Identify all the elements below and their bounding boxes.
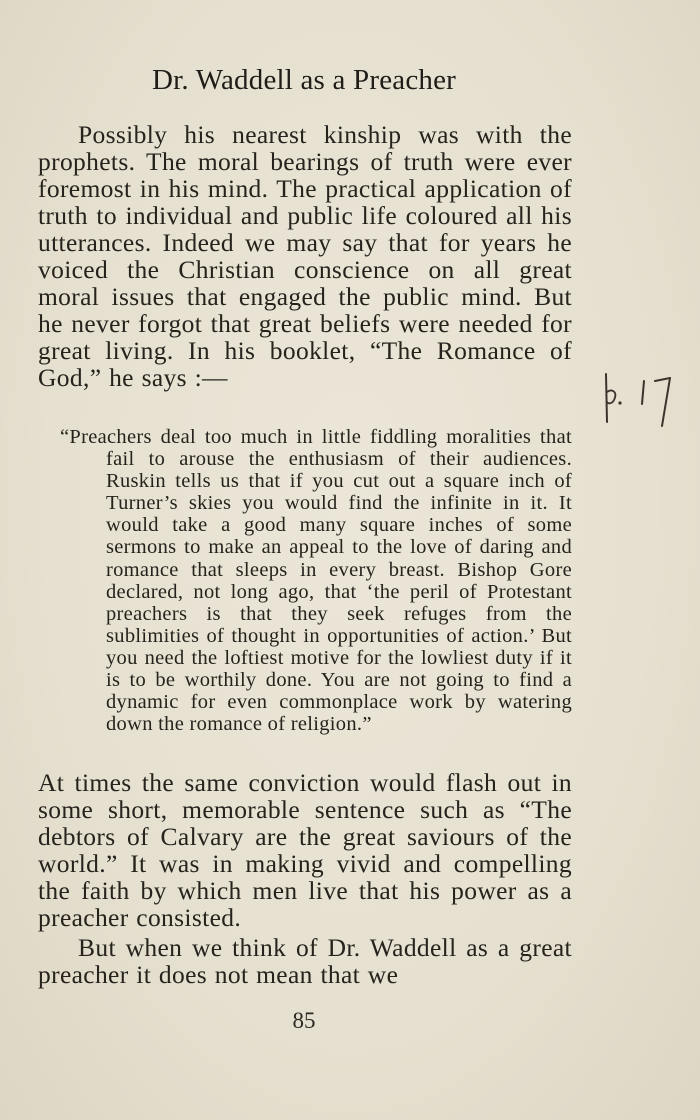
page-number: 85: [292, 1008, 316, 1033]
handwritten-margin-note: [598, 364, 688, 434]
block-quote: “Preachers deal too much in little fiddling moralities that fail to arouse the enthusiasm of their audiences. Ruskin tells us that if you cut out a square inch of Turner’s skies you would find the infinite in it. It would take a good many square inches of some sermons to make an appeal to the love of daring and romance that sleeps in every breast. Bishop Gore declared, not long ago, that ‘the peril of Protestant preachers is that they seek refuges from the sublimities of thought in opportunities of action.’ But you need the loftiest motive for the lowliest duty if it is to be worthily done. You are not going to find a dynamic for even commonplace work by watering down the romance of religion.”: [60, 426, 572, 736]
paragraph-2: At times the same conviction would flash out in some short, memorable sentence such as “The debtors of Calvary are the great saviours of the world.” It was in making vivid and compelling the faith by which men live that his power as a preacher consisted.: [38, 768, 572, 932]
paragraph-3: But when we think of Dr. Waddell as a great preacher it does not mean that we: [38, 933, 572, 989]
page-heading: Dr. Waddell as a Preacher: [151, 64, 457, 96]
paragraph-1: Possibly his nearest kinship was with the prophets. The moral bearings of truth were ever foremost in his mind. The practical application of truth to individual and public life coloured all his utterances. Indeed we may say that for years he voiced the Christian conscience on all great moral issues that engaged the public mind. But he never forgot that great beliefs were needed for great living. In his booklet, “The Romance of God,” he says :—: [38, 120, 572, 392]
